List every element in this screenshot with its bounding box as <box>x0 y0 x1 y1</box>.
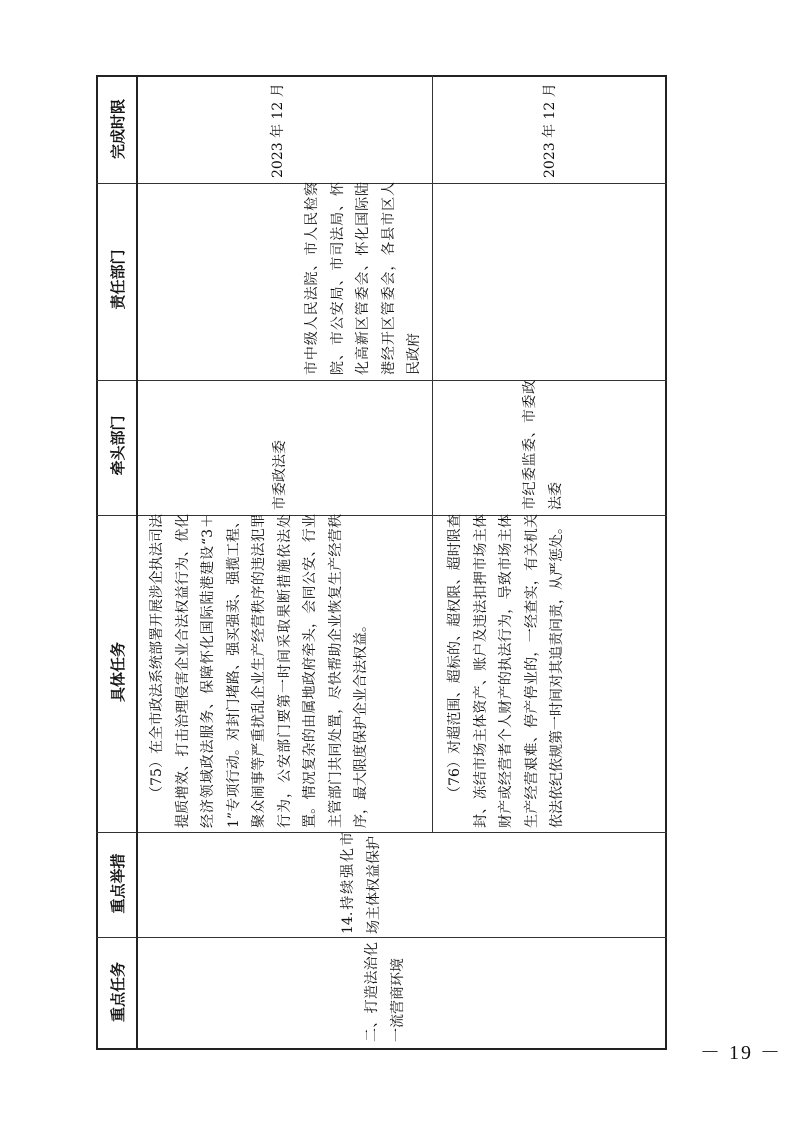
header-key-task: 重点任务 <box>108 962 127 1023</box>
lead-dept-76: 市纪委监委、市委政法委 <box>522 380 564 510</box>
header-resp-dept: 责任部门 <box>108 249 127 310</box>
rotated-table <box>98 77 665 1048</box>
deadline-76: 2023 年 12 月 <box>542 83 558 178</box>
header-key-measure: 重点举措 <box>108 853 127 914</box>
task-item-75: （75）在全市政法系统部署开展涉企执法司法提质增效、打击治理侵害企业合法权益行为、优化经济领域政法服务、保障怀化国际陆港建设“3＋1”专项行动。对封门堵路、强买强卖、强揽工程、聚众闹事等严重扰乱企业生产经营秩序的违法犯罪行为，公安部门要第一时间采取果断措施依法处置。情况复杂的由属地政府牵头，会同公安、行业主管部门共同处置，尽快帮助企业恢复生产经营秩序，最大限度保护企业合法权益。 <box>149 514 369 828</box>
key-task-cell: 二、打造法治化一流营商环境 <box>364 942 406 1042</box>
header-lead-dept: 牵头部门 <box>108 415 127 476</box>
header-deadline: 完成时限 <box>108 99 127 160</box>
page-number: － 19 － <box>700 1042 782 1064</box>
key-measure-cell: 14.持续强化市场主体权益保护 <box>340 832 382 934</box>
resp-dept-75: 市中级人民法院、市人民检察院、市公安局、市司法局、怀化高新区管委会、怀化国际陆港经开区管委会，各县市区人民政府 <box>304 182 422 375</box>
deadline-75: 2023 年 12 月 <box>270 83 286 178</box>
lead-dept-75: 市委政法委 <box>272 440 288 510</box>
header-row <box>98 77 136 1048</box>
header-specific-task: 具体任务 <box>108 642 127 703</box>
task-item-76: （76）对超范围、超标的、超权限、超时限查封、冻结市场主体资产、账户及违法扣押市场主体财产或经营者个人财产的执法行为，导致市场主体生产经营艰难、停产停业的，一经查实，有关机关依法依纪依规第一时间对其追责问责，从严惩处。 <box>447 514 565 828</box>
